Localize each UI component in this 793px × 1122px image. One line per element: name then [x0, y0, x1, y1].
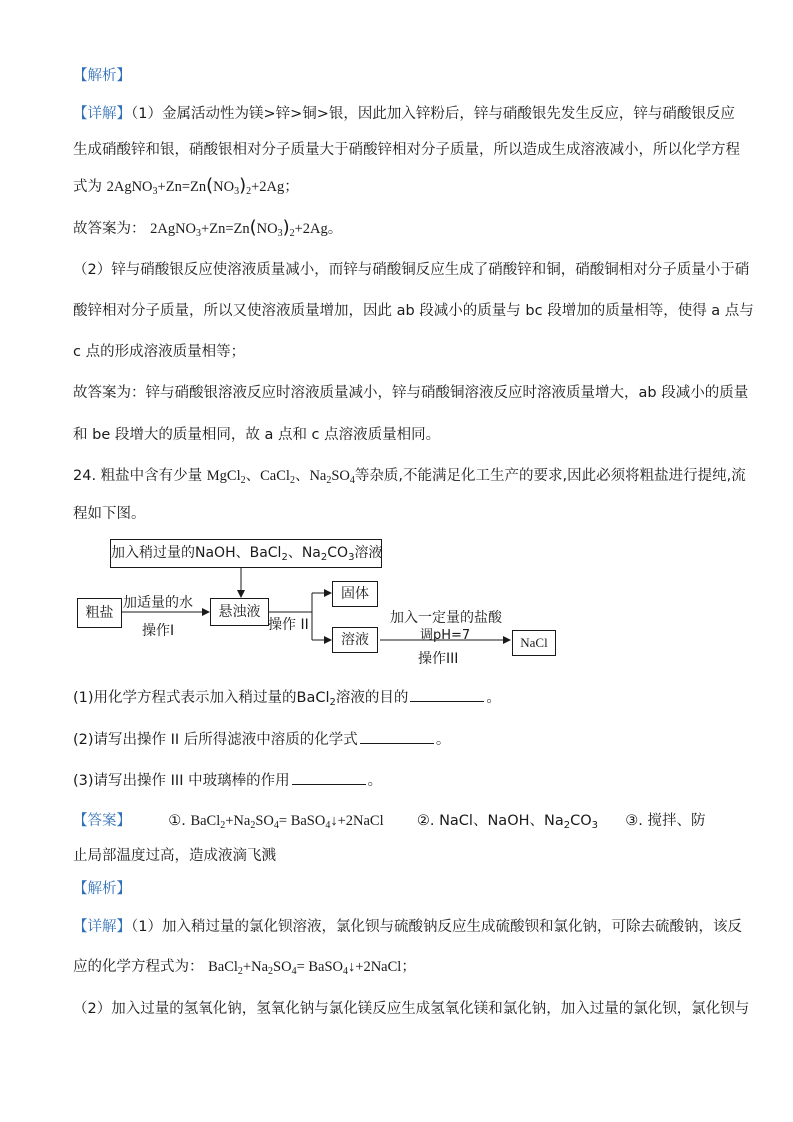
answer-tag: 【答案】 — [73, 813, 131, 829]
part2-line-2: 酸锌相对分子质量，所以又使溶液质量增加，因此 ab 段减小的质量与 bc 段增加的质量相等，使得 a 点与 — [73, 303, 754, 319]
detail-paragraph-1-line-3: 式为 $2AgNO_3+Zn=Zn(NO_3)_2+2Ag$； — [73, 175, 299, 197]
part2-line-3: c 点的形成溶液质量相等； — [73, 344, 246, 360]
solid-box: 固体 — [332, 581, 378, 607]
detail-paragraph-1-line-2: 生成硝酸锌和银，硝酸银相对分子质量大于硝酸锌相对分子质量，所以造成生成溶液减小，所以化学方程 — [73, 142, 740, 158]
zn-equation: $2AgNO_3+Zn=Zn(NO_3)_2+2Ag$ — [106, 175, 285, 197]
mgcl2-formula: MgCl$_2$ — [206, 468, 246, 486]
bacl2-equation: $BaCl_2+Na_2SO_4=$ BaSO$_4$↓+2NaCl — [190, 813, 384, 831]
answer-line-1: 故答案为： $2AgNO_3+Zn=Zn(NO_3)_2+2Ag$。 — [73, 217, 343, 239]
solution-box: 溶液 — [332, 627, 378, 653]
answer-blank-1[interactable] — [410, 687, 484, 702]
detail-tag: 【详解】 — [73, 106, 131, 122]
cacl2-formula: CaCl$_2$ — [260, 468, 295, 486]
detail-paragraph-2-line-2: 应的化学方程式为： $BaCl_2+Na_2SO_4=$ BaSO$_4$↓+2NaCl； — [73, 959, 416, 977]
analysis-tag: 【解析】 — [73, 68, 131, 84]
answer-blank-3[interactable] — [292, 770, 366, 785]
detail-paragraph-2-line-1: 【详解】（1）加入稍过量的氯化钡溶液，氯化钡与硫酸钠反应生成硫酸钡和氯化钠，可除去硫酸钠，该反 — [73, 919, 742, 935]
detail-paragraph-1-line-1: 【详解】（1）金属活动性为镁>锌>铜>银，因此加入锌粉后，锌与硝酸银先发生反应，锌与硝酸银反应 — [73, 106, 735, 122]
crude-salt-box: 粗盐 — [77, 598, 122, 628]
op1-label: 操作I — [142, 623, 175, 639]
question-24-line-1: 24. 粗盐中含有少量 MgCl$_2$、CaCl$_2$、$Na_2SO_4$等杂质,不能满足化工生产的要求,因此必须将粗盐进行提纯,流 — [73, 468, 746, 486]
question-24-line-2: 程如下图。 — [73, 506, 146, 522]
detail-paragraph-2-line-3: （2）加入过量的氢氧化钠，氢氧化钠与氯化镁反应生成氢氧化镁和氯化钠，加入过量的氯化钡，氯化钡与 — [73, 1001, 750, 1017]
question-3: (3)请写出操作 III 中玻璃棒的作用 。 — [73, 770, 382, 791]
op2-label: 操作 II — [268, 617, 309, 633]
op3-label: 操作III — [418, 651, 459, 667]
nacl-box: NaCl — [512, 630, 556, 656]
part2-answer-line-1: 故答案为：锌与硝酸银溶液反应时溶液质量减小，锌与硝酸铜溶液反应时溶液质量增大，ab 段减小的质量 — [73, 385, 749, 401]
answer-block-line-1: 【答案】 ①. $BaCl_2+Na_2SO_4=$ BaSO$_4$↓+2NaCl ②. NaCl、NaOH、$Na_2CO_3$ ③. 搅拌、防 — [73, 813, 706, 831]
answer-blank-2[interactable] — [360, 729, 434, 744]
part2-answer-line-2: 和 be 段增大的质量相同，故 a 点和 c 点溶液质量相同。 — [73, 427, 441, 443]
bacl2-equation-detail: $BaCl_2+Na_2SO_4=$ BaSO$_4$↓+2NaCl — [208, 959, 402, 977]
question-2: (2)请写出操作 II 后所得滤液中溶质的化学式 。 — [73, 729, 450, 750]
na2so4-formula: $Na_2SO_4$ — [309, 468, 355, 486]
analysis-tag-2: 【解析】 — [73, 881, 131, 897]
reagent-box: 加入稍过量的NaOH、BaCl$_2$、$Na_2CO_3$溶液 — [110, 539, 382, 568]
ph-label: 调pH=7 — [420, 628, 471, 643]
answer-block-line-2: 止局部温度过高，造成液滴飞溅 — [73, 848, 276, 864]
question-1: (1)用化学方程式表示加入稍过量的BaCl$_2$溶液的目的 。 — [73, 687, 501, 708]
suspension-box: 悬浊液 — [210, 598, 269, 626]
part2-line-1: （2）锌与硝酸银反应使溶液质量减小，而锌与硝酸铜反应生成了硝酸锌和铜，硝酸铜相对分子质量小于硝 — [73, 262, 750, 278]
zn-equation-answer: $2AgNO_3+Zn=Zn(NO_3)_2+2Ag$ — [150, 217, 328, 239]
add-acid-label: 加入一定量的盐酸 — [390, 610, 502, 626]
add-water-label: 加适量的水 — [123, 595, 193, 611]
